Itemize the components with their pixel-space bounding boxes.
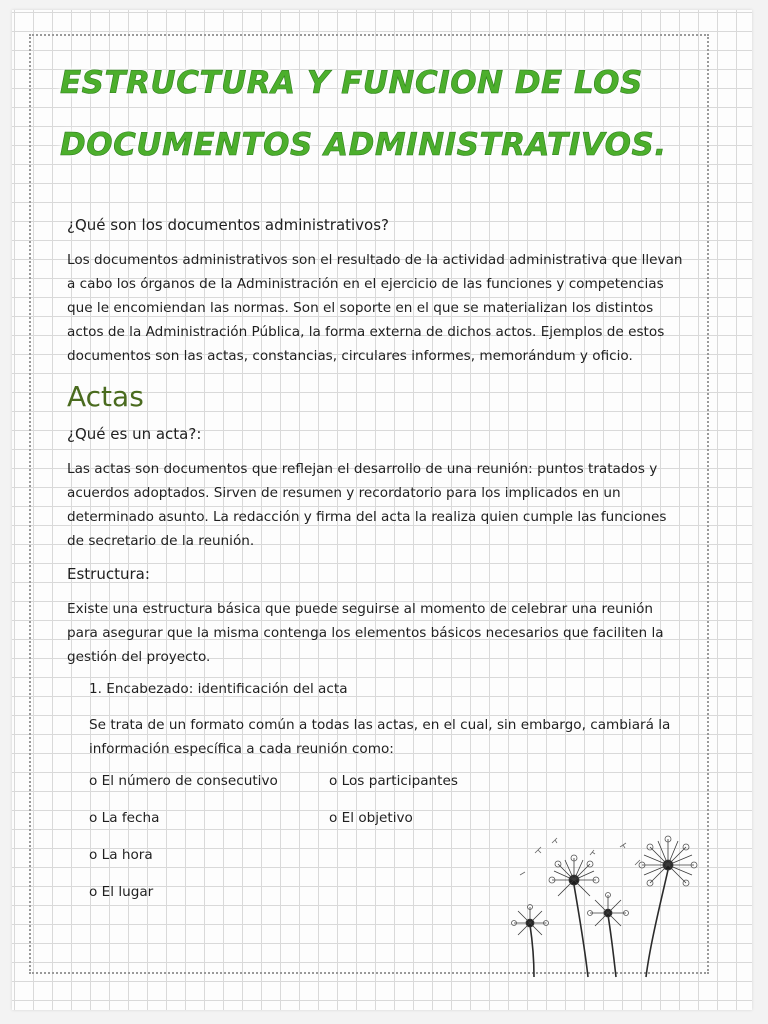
list-item-encabezado: 1. Encabezado: identificación del acta [89,681,348,697]
encabezado-description: Se trata de un formato común a todas las actas, en el cual, sin embargo, cambiará la información específica a cada reunión como: [89,717,671,757]
numbered-list [89,681,687,697]
acta-question: ¿Qué es un acta?: [67,425,202,443]
document-body [67,216,687,923]
structure-paragraph: Existe una estructura básica que puede seguirse al momento de celebrar una reunión para asegurar que la misma contenga los elementos básicos necesarios que faciliten la gestión del proyecto. [67,601,664,665]
intro-paragraph: Los documentos administrativos son el resultado de la actividad administrativa que llevan a cabo los órganos de la Administración en el ejercicio de las funciones y competencias que le encomiendan las normas. Son el soporte en el que se materializan los distintos actos de la Administración Pública, la forma externa de dichos actos. Ejemplos de estos documentos son las actas, constancias, circulares informes, memorándum y oficio. [67,252,683,364]
section-heading-actas: Actas [67,380,144,413]
list-item: o El objetivo [329,810,413,826]
title-line-1: ESTRUCTURA Y FUNCION DE LOS [60,65,643,101]
intro-question: ¿Qué son los documentos administrativos? [67,216,390,234]
list-item: o El lugar [89,884,154,900]
acta-paragraph: Las actas son documentos que reflejan el desarrollo de una reunión: puntos tratados y acuerdos adoptados. Sirven de resumen y recordatorio para los implicados en un determinado asunto. La redacción y firma del acta la realiza quien cumple las funciones de secretario de la reunión. [67,461,667,549]
document-title [60,52,700,176]
structure-label: Estructura: [67,565,150,583]
title-line-2: DOCUMENTOS ADMINISTRATIVOS. [60,127,667,163]
list-item: o La fecha [89,810,160,826]
list-item: o La hora [89,847,153,863]
list-item: o El número de consecutivo [89,773,278,789]
list-item: o Los participantes [329,773,458,789]
dandelion-heads [512,836,698,935]
dandelion-stems [530,870,668,977]
floating-seeds [520,838,640,875]
dandelion-illustration [500,835,710,980]
